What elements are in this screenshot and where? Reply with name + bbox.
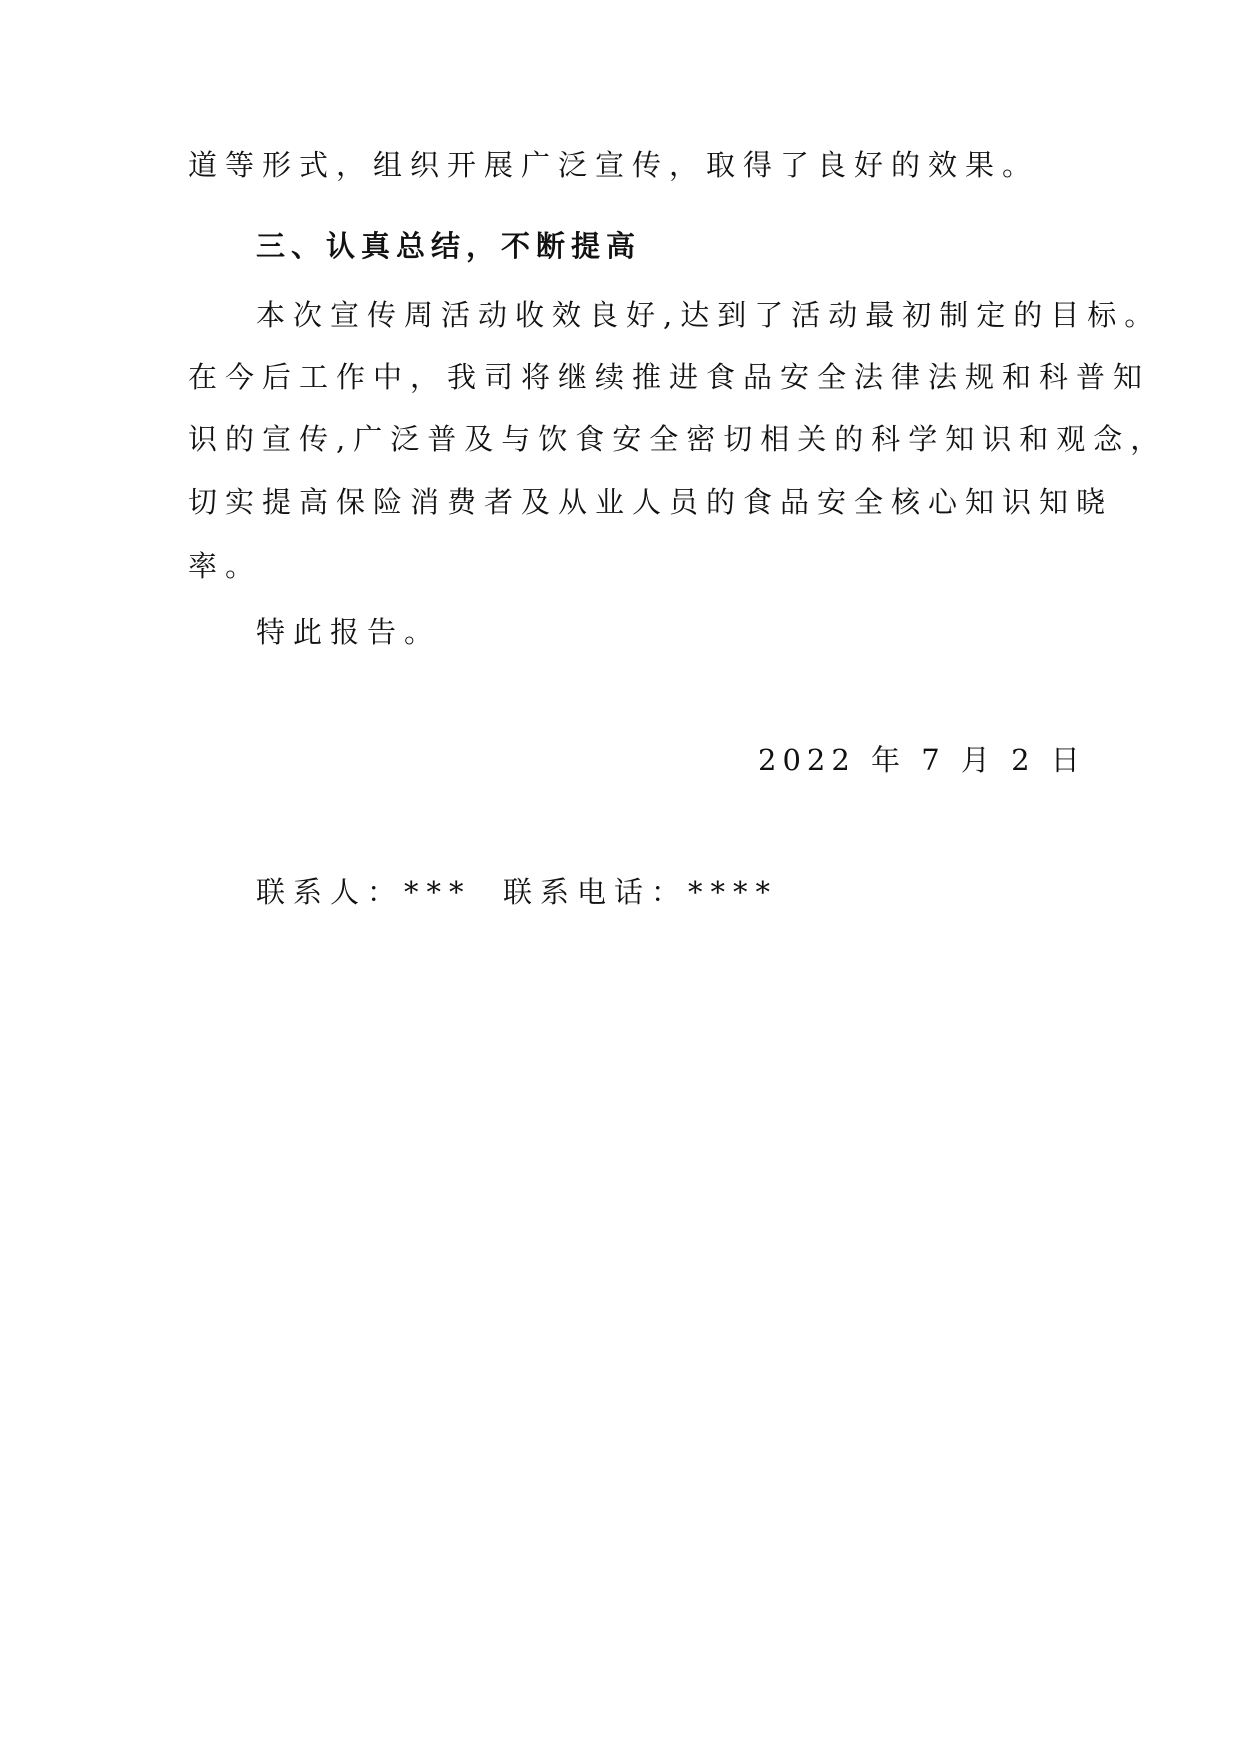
paragraph-line: 在今后工作中，我司将继续推进食品安全法律法规和科普知: [188, 360, 1151, 394]
paragraph-line: 率。: [188, 549, 263, 583]
contact-phone-label: 联系电话：: [503, 875, 689, 909]
contact-person-value: ***: [404, 875, 472, 909]
contact-person-label: 联系人：: [256, 875, 405, 909]
contact-person: [256, 872, 472, 912]
paragraph-line: 切实提高保险消费者及从业人员的食品安全核心知识知晓: [188, 485, 1114, 519]
contact-phone-value: ****: [688, 875, 779, 909]
section-heading-3: 三、认真总结，不断提高: [256, 229, 642, 263]
paragraph-continuation-line: 道等形式，组织开展广泛宣传，取得了良好的效果。: [188, 148, 1040, 182]
report-date: 2022 年 7 月 2 日: [758, 743, 1086, 777]
paragraph-line: 识的宣传,广泛普及与饮食安全密切相关的科学知识和观念，: [188, 422, 1168, 456]
closing-statement: 特此报告。: [256, 615, 442, 649]
contact-phone: [503, 872, 778, 912]
paragraph-line: 本次宣传周活动收效良好,达到了活动最初制定的目标。: [256, 298, 1162, 332]
